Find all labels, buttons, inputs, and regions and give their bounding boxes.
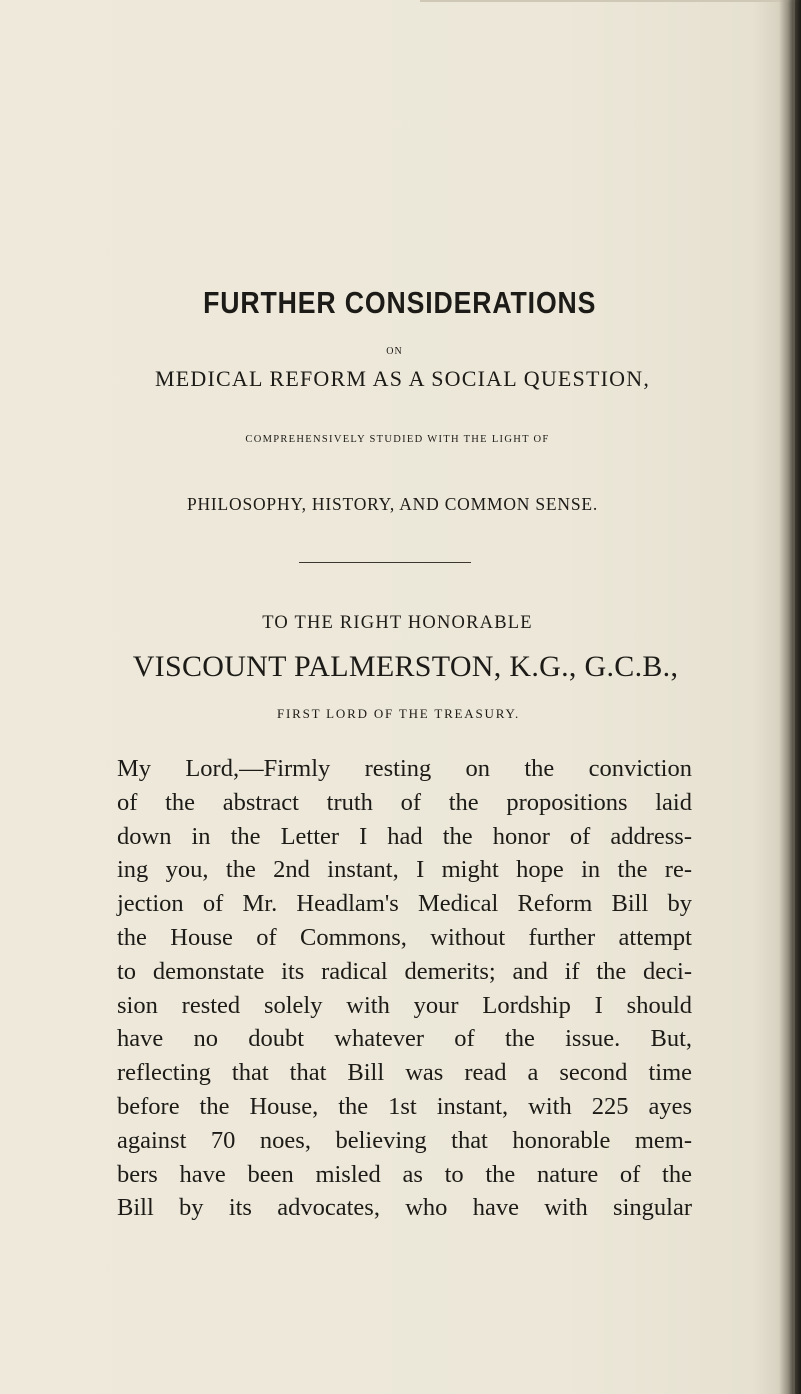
body-line: sion rested solely with your Lordship I should (117, 991, 692, 1019)
body-line: to demonstate its radical demerits; and if the deci- (117, 957, 692, 985)
body-line: ing you, the 2nd instant, I might hope in the re- (117, 856, 692, 884)
page-binding-edge (779, 0, 801, 1394)
philosophy-line: PHILOSOPHY, HISTORY, AND COMMON SENSE. (186, 494, 599, 514)
body-line: have no doubt whatever of the issue. But, (117, 1025, 692, 1053)
section-divider (299, 562, 471, 563)
body-line: bers have been misled as to the nature of the (117, 1160, 692, 1188)
body-line: against 70 noes, believing that honorable mem- (117, 1126, 692, 1154)
dedication-to: TO THE RIGHT HONORABLE (262, 613, 533, 633)
page-edge-line (793, 0, 795, 1394)
document-subject: MEDICAL REFORM AS A SOCIAL QUESTION, (154, 366, 651, 391)
document-title: FURTHER CONSIDERATIONS (203, 285, 597, 320)
dedicatee-name: VISCOUNT PALMERSTON, K.G., G.C.B., (132, 650, 679, 683)
letter-body (117, 752, 692, 1225)
top-edge-rule (420, 0, 801, 2)
body-line: before the House, the 1st instant, with 225 ayes (117, 1092, 692, 1120)
on-connector: ON (386, 346, 403, 357)
body-line: My Lord,—Firmly resting on the conviction (117, 755, 692, 782)
body-line: jection of Mr. Headlam's Medical Reform Bill by (117, 890, 692, 918)
body-line: Bill by its advocates, who have with singular (117, 1194, 692, 1222)
body-line: of the abstract truth of the propositions laid (117, 788, 692, 816)
studied-line: COMPREHENSIVELY STUDIED WITH THE LIGHT OF (245, 434, 550, 445)
body-line: the House of Commons, without further attempt (117, 923, 692, 951)
body-line: down in the Letter I had the honor of address- (117, 822, 692, 850)
dedicatee-office: FIRST LORD OF THE TREASURY. (276, 706, 521, 721)
body-line: reflecting that that Bill was read a second time (117, 1059, 692, 1087)
